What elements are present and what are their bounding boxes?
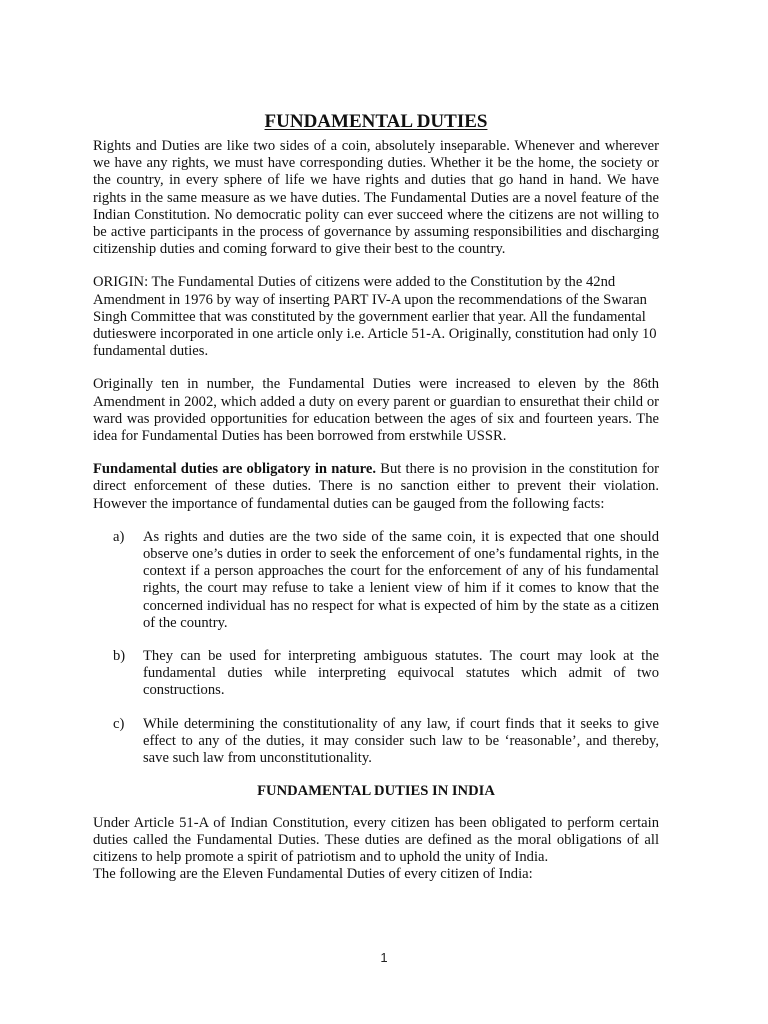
list-item-text: While determining the constitutionality of any law, if court finds that it seeks to give effect to any of the duties, it may consider such law to be ‘reasonable’, and thereby, save such law from unconstitutionality.: [143, 715, 659, 767]
list-marker: c): [113, 715, 125, 732]
article-paragraph: Under Article 51-A of Indian Constitution, every citizen has been obligated to perform certain duties called the Fundamental Duties. These duties are defined as the moral obligations of all citizens to help promote a spirit of patriotism and to uphold the unity of India.: [93, 814, 659, 865]
origin-paragraph: ORIGIN: The Fundamental Duties of citizens were added to the Constitution by the 42nd Amendment in 1976 by way of inserting PART IV-A upon the recommendations of the Swaran Singh Committee that was constituted by the government earlier that year. All the fundamental dutieswere incorporated in one article only i.e. Article 51-A. Originally, constitution had only 10 fundamental duties.: [93, 274, 657, 360]
list-item: [113, 648, 659, 700]
document-body: [93, 110, 659, 883]
list-item-text: As rights and duties are the two side of the same coin, it is expected that one should observe one’s duties in order to seek the enforcement of one’s fundamental rights, in the context if a person approaches the court for the enforcement of any of his fundamental rights, the court may refuse to take a lenient view of him if it comes to know that the concerned individual has no respect for what is expected of him by the state as a citizen of the country.: [143, 528, 659, 631]
list-marker: b): [113, 648, 126, 665]
amendment-paragraph: Originally ten in number, the Fundamental Duties were increased to eleven by the 86th Amendment in 2002, which added a duty on every parent or guardian to ensurethat their child or ward was provided opportunities for education between the ages of six and fourteen years. The idea for Fundamental Duties has been borrowed from erstwhile USSR.: [93, 376, 659, 445]
page-number: 1: [380, 950, 388, 965]
list-marker: a): [113, 528, 125, 545]
list-item-text: They can be used for interpreting ambiguous statutes. The court may look at the fundamental duties while interpreting equivocal statutes which admit of two constructions.: [143, 648, 659, 699]
list-item: [113, 529, 659, 632]
obligatory-paragraph: [93, 461, 659, 513]
facts-list: [93, 529, 659, 767]
list-item: [113, 716, 659, 768]
obligatory-text: But there is no provision in the constitution for direct enforcement of these duties. There is no sanction either to prevent their violation. However the importance of fundamental duties can be gauged from the following facts:: [93, 461, 659, 512]
following-paragraph: The following are the Eleven Fundamental Duties of every citizen of India:: [93, 866, 533, 883]
intro-paragraph: Rights and Duties are like two sides of a coin, absolutely inseparable. Whenever and wherever we have any rights, we must have corresponding duties. Whether it be the home, the society or the country, in every sphere of life we have rights and duties that go hand in hand. We have rights in the same measure as we have duties. The Fundamental Duties are a novel feature of the Indian Constitution. No democratic polity can ever succeed where the citizens are not willing to be active participants in the process of governance by assuming responsibilities and discharging citizenship duties and coming forward to give their best to the country.: [93, 138, 659, 258]
section-heading: FUNDAMENTAL DUTIES IN INDIA: [257, 783, 495, 800]
obligatory-lead: Fundamental duties are obligatory in nature.: [93, 461, 376, 478]
document-title: FUNDAMENTAL DUTIES: [264, 111, 488, 132]
